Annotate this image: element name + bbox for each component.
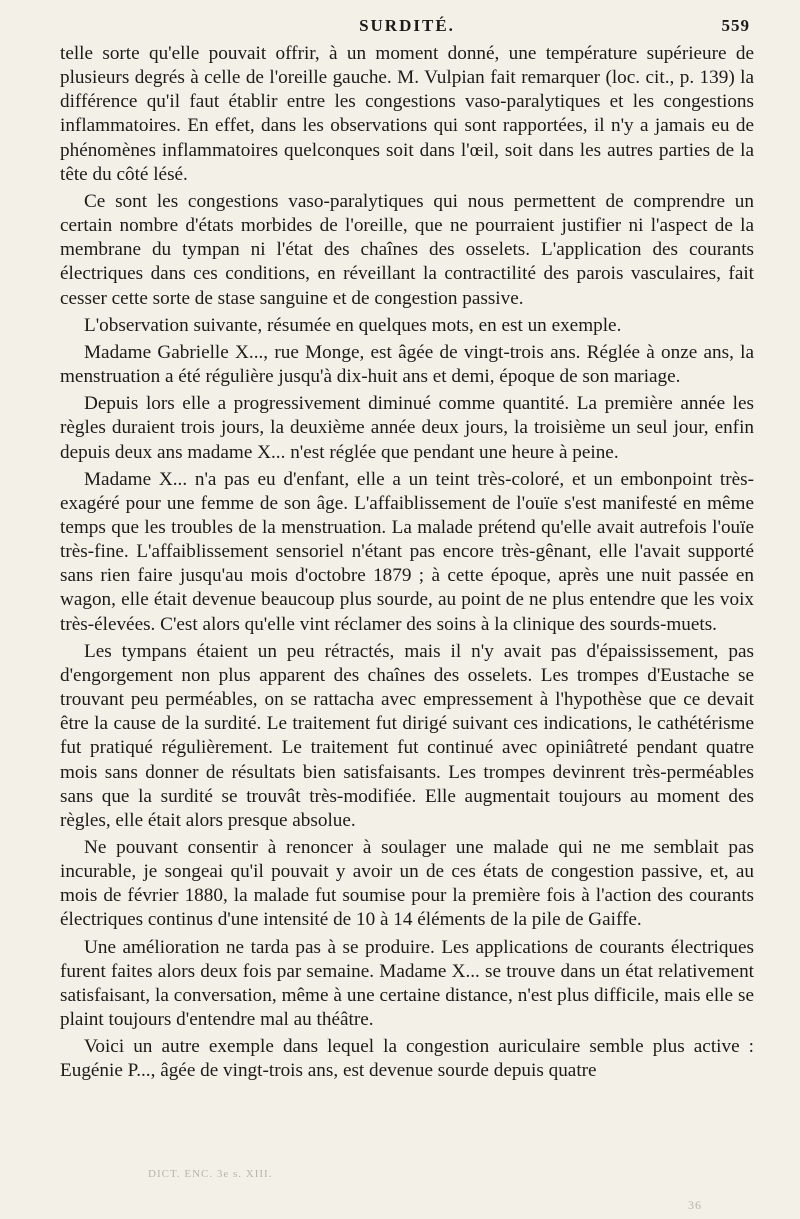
paragraph: Madame X... n'a pas eu d'enfant, elle a un teint très-coloré, et un embonpoint très-exagéré pour une femme de son âge. L'affaiblissement de l'ouïe s'est manifesté en même temps que les troubles de la menstruation. La malade prétend qu'elle avait autrefois l'ouïe très-fine. L'affaiblissement sensoriel n'étant pas encore très-gênant, elle l'avait supporté sans rien faire jusqu'au mois d'octobre 1879 ; à cette époque, après une nuit passée en wagon, elle était devenue beaucoup plus sourde, au point de ne plus entendre que les voix très-élevées. C'est alors qu'elle vint réclamer des soins à la clinique des sourds-muets.: [60, 468, 754, 635]
sheet-number: 36: [688, 1198, 702, 1212]
paragraph: Ce sont les congestions vaso-paralytiques qui nous permettent de comprendre un certain nombre d'états morbides de l'oreille, que ne pourraient justifier ni l'aspect de la membrane du tympan ni l'état des chaînes des osselets. L'application des courants électriques dans ces conditions, en réveillant la contractilité des parois vasculaires, fait cesser cette sorte de stase sanguine et de congestion passive.: [60, 190, 754, 309]
paragraph: Voici un autre exemple dans lequel la congestion auriculaire semble plus active : Eugénie P..., âgée de vingt-trois ans, est devenue sourde depuis quatre: [60, 1036, 754, 1082]
signature-mark: DICT. ENC. 3e s. XIII.: [148, 1168, 273, 1180]
paragraph: Ne pouvant consentir à renoncer à soulager une malade qui ne me semblait pas incurable, je songeai qu'il pouvait y avoir un de ces états de congestion passive, et, au mois de février 1880, la malade fut soumise pour la première fois à l'action des courants électriques continus d'une intensité de 10 à 14 éléments de la pile de Gaiffe.: [60, 837, 754, 931]
paragraph: L'observation suivante, résumée en quelques mots, en est un exemple.: [84, 314, 622, 336]
paragraph: Madame Gabrielle X..., rue Monge, est âgée de vingt-trois ans. Réglée à onze ans, la menstruation a été régulière jusqu'à dix-huit ans et demi, époque de son mariage.: [60, 341, 754, 388]
running-title: SURDITÉ.: [359, 16, 455, 35]
paragraph: Les tympans étaient un peu rétractés, mais il n'y avait pas d'épaississement, pas d'engorgement non plus apparent des chaînes des osselets. Les trompes d'Eustache se trouvant peu perméables, on se rattacha avec empressement à l'hypothèse que ce devait être la cause de la surdité. Le traitement fut dirigé suivant ces indications, le cathétérisme fut pratiqué régulièrement. Le traitement fut continué avec opiniâtreté pendant quatre mois sans donner de résultats bien satisfaisants. Les trompes devinrent très-perméables sans que la surdité se trouvât très-modifiée. Elle augmentait toujours au moment des règles, elle était alors presque absolue.: [60, 640, 754, 831]
page-number: 559: [721, 16, 750, 35]
printer-signature: [148, 1168, 702, 1212]
paragraph: telle sorte qu'elle pouvait offrir, à un moment donné, une température supérieure de plusieurs degrés à celle de l'oreille gauche. M. Vulpian fait remarquer (loc. cit., p. 139) la différence qu'il faut établir entre les congestions vaso-paralytiques et les congestions inflammatoires. En effet, dans les observations qui sont rapportées, il n'y a jamais eu de phénomènes inflammatoires quelconques soit dans l'œil, soit dans les autres parties de la tête du côté lésé.: [60, 43, 754, 185]
paragraph: Une amélioration ne tarda pas à se produire. Les applications de courants électriques furent faites alors deux fois par semaine. Madame X... se trouve dans un état relativement satisfaisant, la conversation, même à une certaine distance, n'est plus difficile, mais elle se plaint toujours d'entendre mal au théâtre.: [60, 936, 754, 1031]
paragraph: Depuis lors elle a progressivement diminué comme quantité. La première année les règles duraient trois jours, la deuxième année deux jours, la troisième un seul jour, enfin depuis deux ans madame X... n'est réglée que pendant une heure à peine.: [60, 393, 754, 463]
running-header: [60, 14, 754, 40]
body-text: [60, 42, 754, 1084]
